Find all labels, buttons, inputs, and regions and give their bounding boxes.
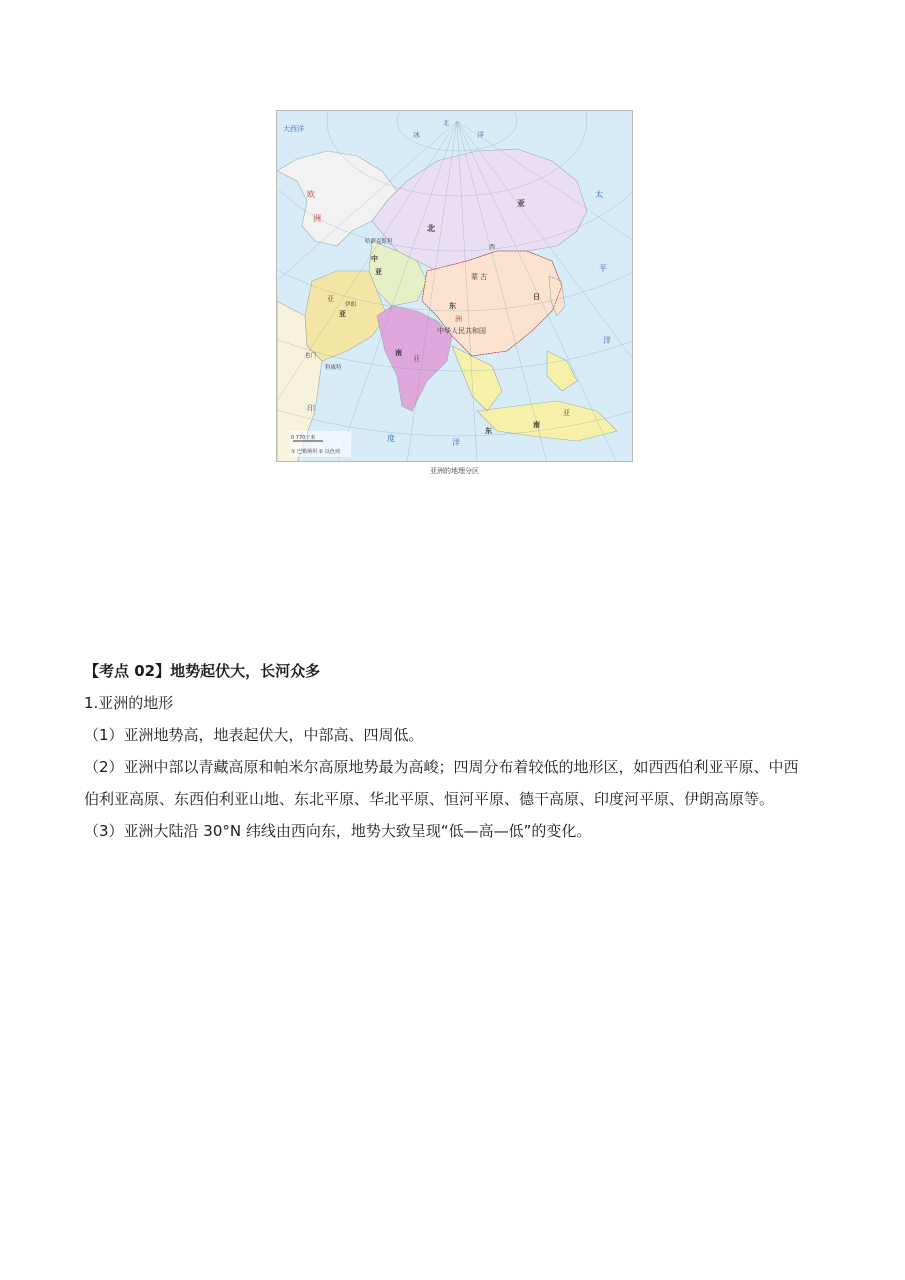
label-east-asia-2: 洲 <box>455 315 462 323</box>
label-europe-2: 洲 <box>313 214 321 223</box>
label-pacific-3: 洋 <box>603 336 611 345</box>
label-indian-1: 印 <box>307 404 315 413</box>
label-south-asia-1: 南 <box>395 349 402 357</box>
label-indian-3: 洋 <box>452 438 460 447</box>
north-asia-land <box>372 149 587 271</box>
europe-land <box>277 151 397 246</box>
label-north-asia-1: 北 <box>427 224 435 233</box>
item-2-line-2: 伯利亚高原、东西伯利亚山地、东北平原、华北平原、恒河平原、德干高原、印度河平原、伊朗高原等。 <box>84 790 775 808</box>
section-heading: 【考点 02】地势起伏大，长河众多 <box>84 662 321 680</box>
label-se-asia-2: 南 <box>533 421 540 429</box>
section-subheading: 1.亚洲的地形 <box>84 694 174 712</box>
label-east-asia-1: 东 <box>449 302 456 310</box>
label-central-asia-2: 亚 <box>375 268 382 276</box>
label-arctic-ocean: 洋 <box>477 131 484 139</box>
label-mongol-east: 西 <box>489 244 496 251</box>
west-asia-land <box>305 271 387 361</box>
map-legend: ① 巴勒斯坦 ② 以色列 <box>291 449 340 455</box>
label-japan: 日 <box>533 293 540 301</box>
label-south-asia-2: 亚 <box>413 355 420 363</box>
label-west-asia-1: 亚 <box>327 295 334 303</box>
label-indian-2: 度 <box>387 434 395 443</box>
item-2-line-1: （2）亚洲中部以青藏高原和帕米尔高原地势最为高峻；四周分布着较低的地形区，如西西伯利亚平原、中西 <box>84 758 799 776</box>
label-west-asia-2: 亚 <box>339 310 346 318</box>
label-atlantic: 大西洋 <box>283 125 304 133</box>
item-1: （1）亚洲地势高，地表起伏大，中部高、四周低。 <box>84 726 424 744</box>
map-graphic <box>277 111 633 462</box>
label-central-asia-1: 中 <box>371 255 378 263</box>
label-mongolia: 蒙 古 <box>471 273 488 281</box>
label-north-asia-2: 亚 <box>517 199 525 208</box>
label-kazakhstan: 哈萨克斯坦 <box>365 239 393 245</box>
label-kuwait: 科威特 <box>325 365 342 371</box>
label-iran: 伊朗 <box>345 302 357 308</box>
label-ice: 冰 <box>413 131 420 139</box>
scale-bar: 0 770千米 <box>291 435 316 441</box>
figure-caption: 亚洲的地理分区 <box>430 467 479 475</box>
label-china: 中华人民共和国 <box>437 327 486 335</box>
label-north: 北 <box>443 120 450 127</box>
label-europe-1: 欧 <box>307 190 315 199</box>
asia-regions-map <box>276 110 633 462</box>
section-content <box>84 655 844 847</box>
label-pacific-1: 太 <box>595 190 603 199</box>
label-se-asia-1: 东 <box>485 427 492 435</box>
label-se-asia-3: 亚 <box>563 409 570 417</box>
asia-map-figure <box>276 110 633 478</box>
item-3: （3）亚洲大陆沿 30°N 纬线由西向东，地势大致呈现“低—高—低”的变化。 <box>84 822 592 840</box>
label-yemen: 也门 <box>305 353 317 359</box>
label-pacific-2: 平 <box>599 264 607 273</box>
